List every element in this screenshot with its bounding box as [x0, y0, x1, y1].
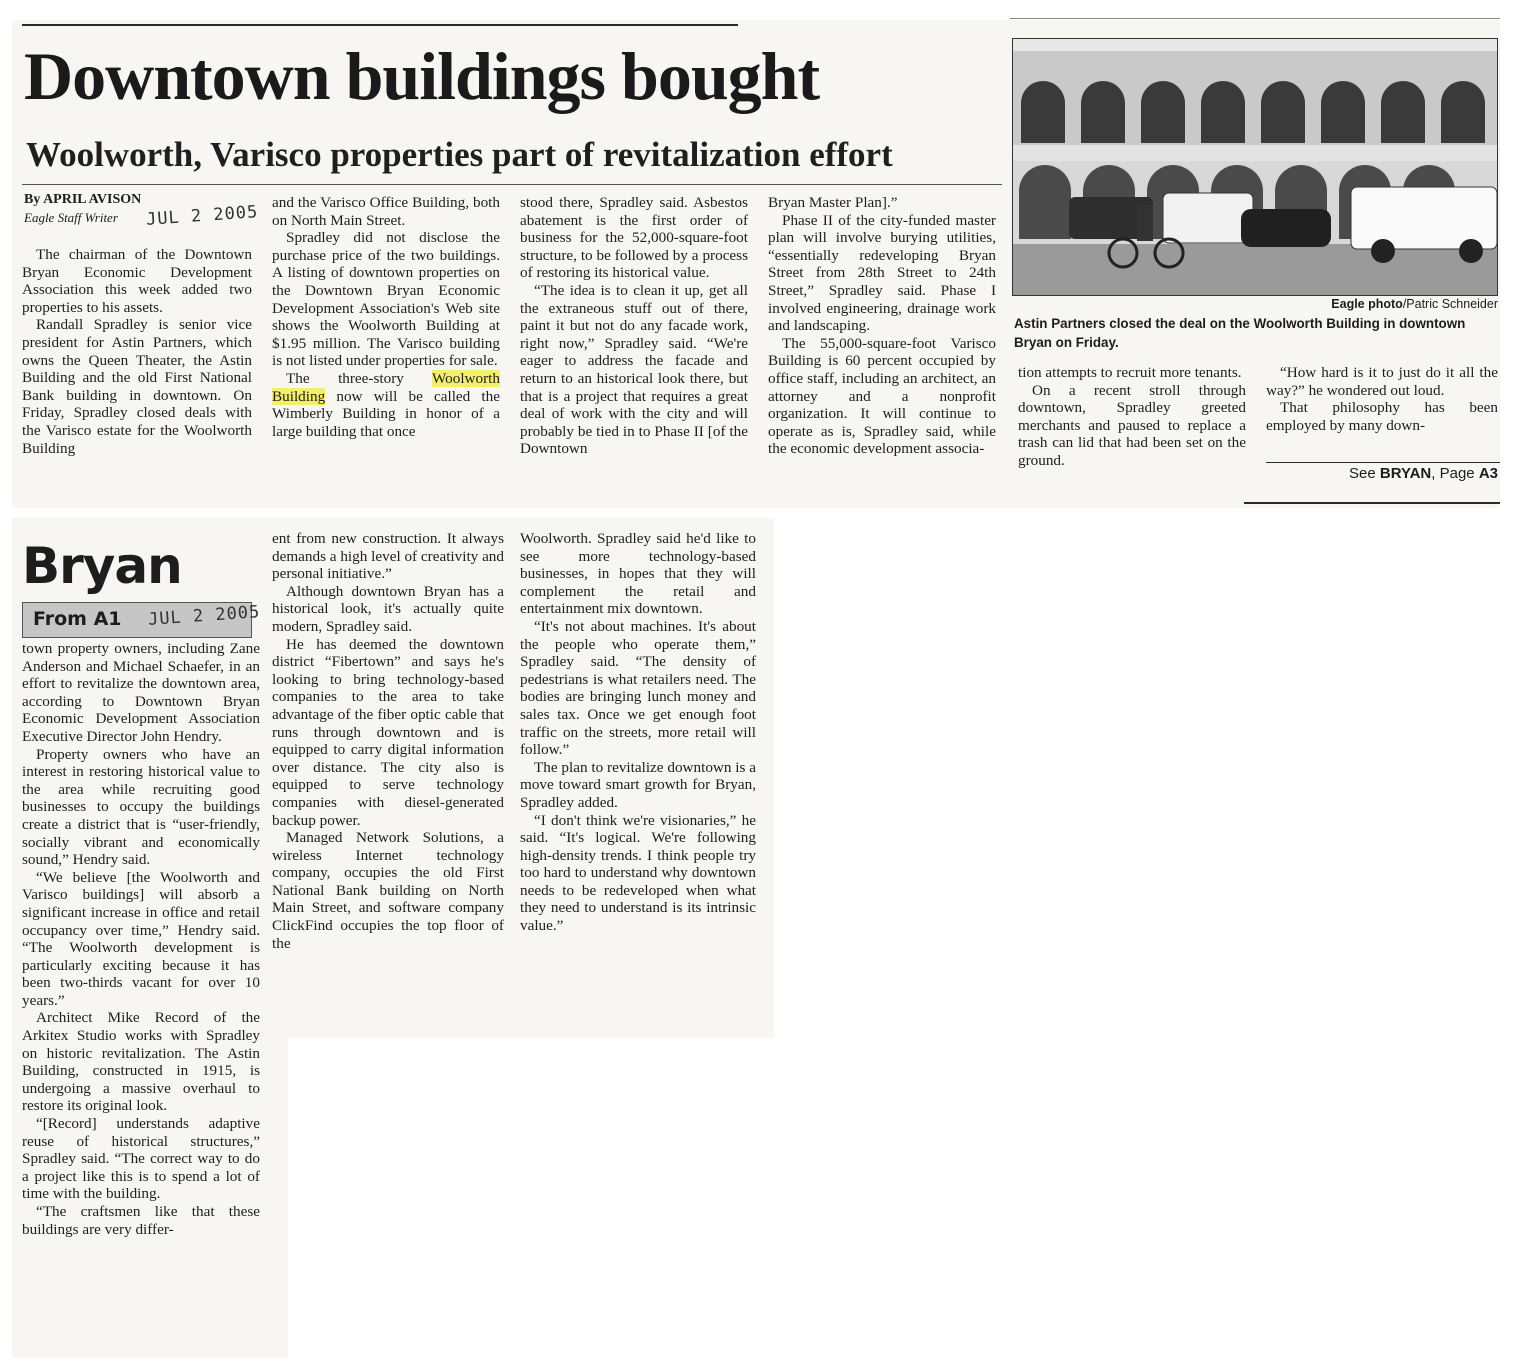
photo-credit-source: Eagle photo — [1331, 297, 1403, 311]
paragraph: town property owners, including Zane Anderson and Michael Schaefer, in an effort to revitalize the downtown area, according to Downtown Bryan Economic Development Association Executive Director John Hendry. — [22, 640, 260, 745]
byline-rule — [22, 184, 1002, 185]
subheadline: Woolworth, Varisco properties part of revitalization effort — [26, 135, 893, 174]
article-column-1 — [22, 246, 252, 457]
paragraph: “I don't think we're visionaries,” he said. “It's logical. We're following high-density trends. I think people try too hard to understand why downtown needs to be redeveloped when what they need to understand is its intrinsic value.” — [520, 811, 756, 935]
continuation-column-3 — [520, 530, 756, 935]
paragraph: Managed Network Solutions, a wireless Internet technology company, occupies the old First National Bank building on North Main Street, and software company ClickFind occupies the top floor of the — [272, 829, 504, 952]
column-end-rule — [1266, 462, 1500, 463]
paragraph: “The idea is to clean it up, get all the extraneous stuff out of there, paint it but not do any facade work, right now,” Spradley said. “We're eager to address the facade and return to an historical look there, but that is a project that requires a great deal of work with the city and will probably be tied in to Phase II [of the Downtown — [520, 281, 748, 458]
paragraph: “It's not about machines. It's about the people who operate them,” Spradley said. “The density of pedestrians is what retailers need. The bodies are bringing lunch money and sales tax. Once we get enough foot traffic on the streets, more retail will follow.” — [520, 617, 756, 759]
from-a1-label: From A1 — [33, 608, 122, 630]
paragraph: and the Varisco Office Building, both on North Main Street. — [272, 194, 500, 229]
bottom-rule — [1244, 502, 1500, 504]
paragraph: The 55,000-square-foot Varisco Building is 60 percent occupied by office staff, including an architect, an attorney and a nonprofit organization. It will continue to operate as is, Spradley said, while the economic development associa- — [768, 334, 996, 458]
paragraph: Architect Mike Record of the Arkitex Studio works with Spradley on historic revitalization. The Astin Building, constructed in 1915, is undergoing a massive overhaul to restore its original look. — [22, 1009, 260, 1115]
jump-page-pre: , Page — [1431, 465, 1479, 482]
paragraph: He has deemed the downtown district “Fibertown” and says he's looking to bring technology-based companies to the area to take advantage of the fiber optic cable that runs through downtown and is equipped to carry digital information over distance. The city also is equipped to serve technology companies with diesel-generated backup power. — [272, 635, 504, 829]
article-column-2 — [272, 194, 500, 440]
date-stamp-2: JUL 2 2005 — [147, 602, 261, 630]
paragraph: The chairman of the Downtown Bryan Economic Development Association this week added two properties to his assets. — [22, 246, 252, 316]
paragraph: The plan to revitalize downtown is a move toward smart growth for Bryan, Spradley added. — [520, 758, 756, 811]
date-stamp: JUL 2 2005 — [145, 202, 259, 230]
paragraph: tion attempts to recruit more tenants. — [1018, 364, 1242, 381]
continuation-title: Bryan — [22, 537, 182, 595]
paragraph: ent from new construction. It always demands a high level of creativity and personal initiative.” — [272, 530, 504, 583]
building-photo-graphic — [1013, 39, 1497, 295]
article-column-4 — [768, 194, 996, 458]
photo-caption: Astin Partners closed the deal on the Woolworth Building in downtown Bryan on Friday. — [1014, 316, 1466, 350]
paragraph: “The craftsmen like that these buildings are very differ- — [22, 1203, 260, 1238]
top-rule — [22, 24, 738, 26]
paragraph: Bryan Master Plan].” — [768, 194, 898, 211]
text-run: now will be called the Wimberly Building in honor of a large building that once — [272, 387, 500, 440]
continuation-column-2 — [272, 530, 504, 952]
jump-page: A3 — [1478, 465, 1498, 482]
paragraph: “[Record] understands adaptive reuse of historical structures,” Spradley said. “The correct way to do a project like this is to spend a lot of time with the building. — [22, 1115, 260, 1203]
headline: Downtown buildings bought — [24, 38, 820, 114]
paragraph: stood there, Spradley said. Asbestos abatement is the first order of business for the 52,000-square-foot structure, to be followed by a process of restoring its historical value. — [520, 194, 748, 282]
paragraph: “How hard is it to just do it all the way?” he wondered out loud. — [1266, 364, 1498, 399]
paragraph: On a recent stroll through downtown, Spradley greeted merchants and paused to replace a trash can lid that had been set on the ground. — [1018, 381, 1246, 469]
photo-credit — [1016, 296, 1498, 312]
paragraph: Spradley did not disclose the purchase price of the two buildings. A listing of downtown properties on the Downtown Bryan Economic Development Association's Web site shows the Woolworth Building at $1.95 million. The Varisco building is not listed under properties for sale. — [272, 229, 500, 370]
jump-see: See — [1349, 465, 1380, 482]
building-photo — [1012, 38, 1498, 296]
top-rule-right — [1010, 18, 1500, 19]
byline-title: Eagle Staff Writer — [24, 210, 118, 225]
paragraph: Randall Spradley is senior vice president for Astin Partners, which owns the Queen Theater, the Astin Building and the old First National Bank building in downtown. On Friday, Spradley closed deals with the Varisco estate for the Woolworth Building — [22, 316, 252, 457]
text-run: The three-story — [286, 369, 433, 387]
jump-word: BRYAN — [1379, 465, 1432, 482]
paragraph: Although downtown Bryan has a historical look, it's actually quite modern, Spradley said. — [272, 582, 504, 635]
article-column-5 — [1018, 364, 1246, 470]
highlighted-text: Woolworth Building — [272, 369, 500, 405]
paragraph — [272, 370, 500, 440]
continuation-column-1 — [22, 640, 260, 1238]
paragraph: Property owners who have an interest in restoring historical value to the area while recruiting good businesses to occupy the buildings create a district that is “user-friendly, socially vibrant and economically sound,” Hendry said. — [22, 745, 260, 869]
article-column-3 — [520, 194, 748, 458]
byline: By APRIL AVISON — [24, 192, 142, 207]
paragraph: Phase II of the city-funded master plan will involve burying utilities, “essentially redeveloping Bryan Street from 28th Street to 24th Street,” Spradley said. Phase I involved engineering, drainage work and landscaping. — [768, 211, 996, 335]
paragraph: Woolworth. Spradley said he'd like to see more technology-based businesses, in hopes that they will complement the retail and entertainment mix downtown. — [520, 530, 756, 618]
jump-line — [1266, 464, 1498, 484]
photo-credit-name: /Patric Schneider — [1402, 297, 1498, 311]
paragraph: “We believe [the Woolworth and Varisco buildings] will absorb a significant increase in office and retail occupancy over time,” Hendry said. “The Woolworth development is particularly exciting because it has been two-thirds vacant for over 10 years.” — [22, 868, 260, 1009]
paragraph: That philosophy has been employed by many down- — [1266, 399, 1498, 434]
article-column-6 — [1266, 364, 1498, 434]
